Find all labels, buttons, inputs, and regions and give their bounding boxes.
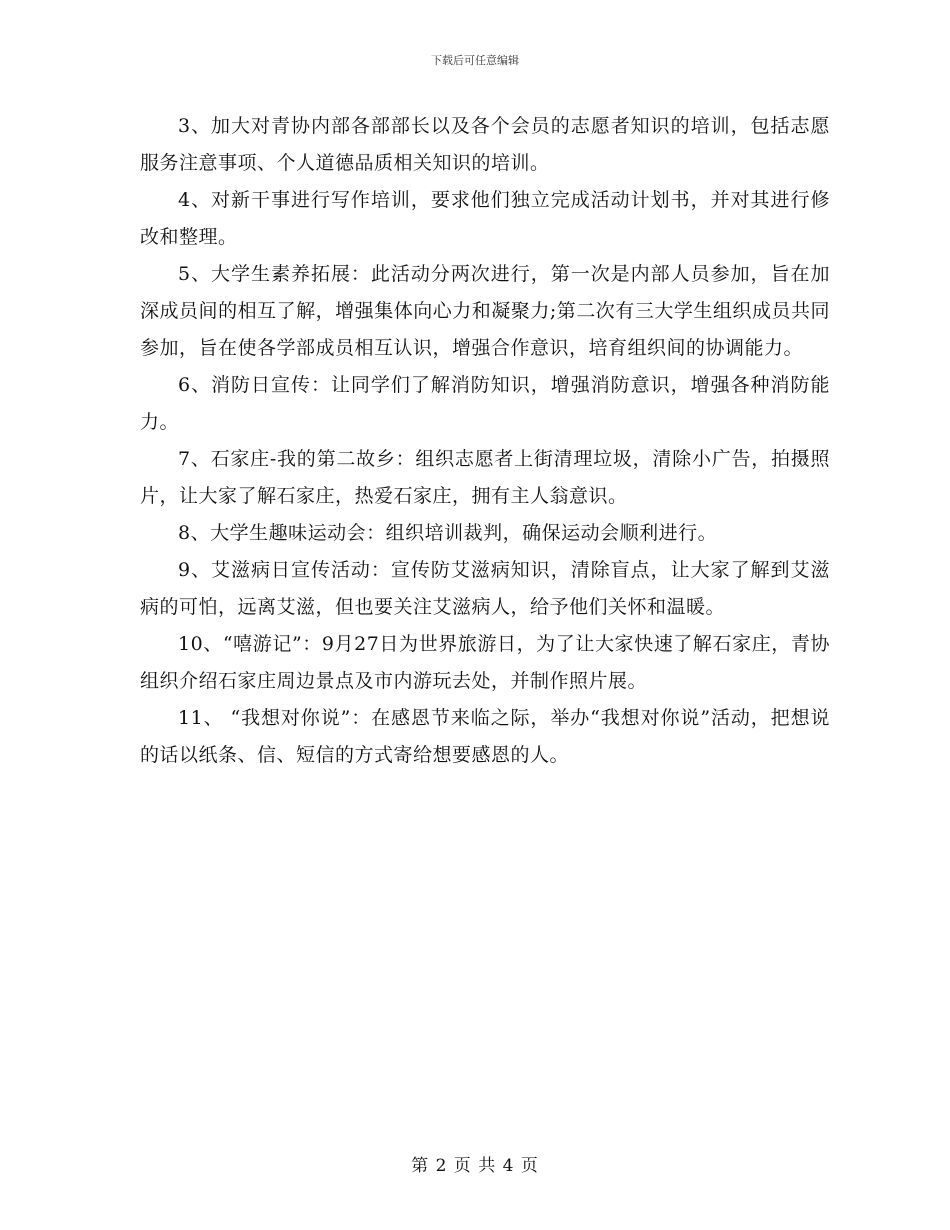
paragraph-item-6: 6、消防日宣传：让同学们了解消防知识，增强消防意识，增强各种消防能力。 [140,374,830,433]
page-header: 下载后可任意编辑 [431,54,519,67]
paragraph-item-9: 9、艾滋病日宣传活动：宣传防艾滋病知识，清除盲点，让大家了解到艾滋病的可怕，远离艾滋，但也要关注艾滋病人，给予他们关怀和温暖。 [140,559,830,618]
paragraph-item-5: 5、大学生素养拓展：此活动分两次进行，第一次是内部人员参加，旨在加深成员间的相互了解，增强集体向心力和凝聚力;第二次有三大学生组织成员共同参加，旨在使各学部成员相互认识，增强合作意识，培育组织间的协调能力。 [140,263,830,359]
paragraph-item-11: 11、 “我想对你说”：在感恩节来临之际，举办“我想对你说”活动，把想说的话以纸条、信、短信的方式寄给想要感恩的人。 [140,707,830,766]
paragraph-item-7: 7、石家庄-我的第二故乡：组织志愿者上街清理垃圾，清除小广告，拍摄照片，让大家了解石家庄，热爱石家庄，拥有主人翁意识。 [140,448,830,507]
paragraph-item-4: 4、对新干事进行写作培训，要求他们独立完成活动计划书，并对其进行修改和整理。 [140,189,830,248]
paragraph-item-10: 10、“嘻游记”：9月27日为世界旅游日，为了让大家快速了解石家庄，青协组织介绍石家庄周边景点及市内游玩去处，并制作照片展。 [140,633,830,692]
page-number-footer: 第 2 页 共 4 页 [411,1156,539,1176]
document-body [140,108,830,774]
paragraph-item-8: 8、大学生趣味运动会：组织培训裁判，确保运动会顺利进行。 [178,522,718,544]
paragraph-item-3: 3、加大对青协内部各部部长以及各个会员的志愿者知识的培训，包括志愿服务注意事项、个人道德品质相关知识的培训。 [140,115,830,174]
